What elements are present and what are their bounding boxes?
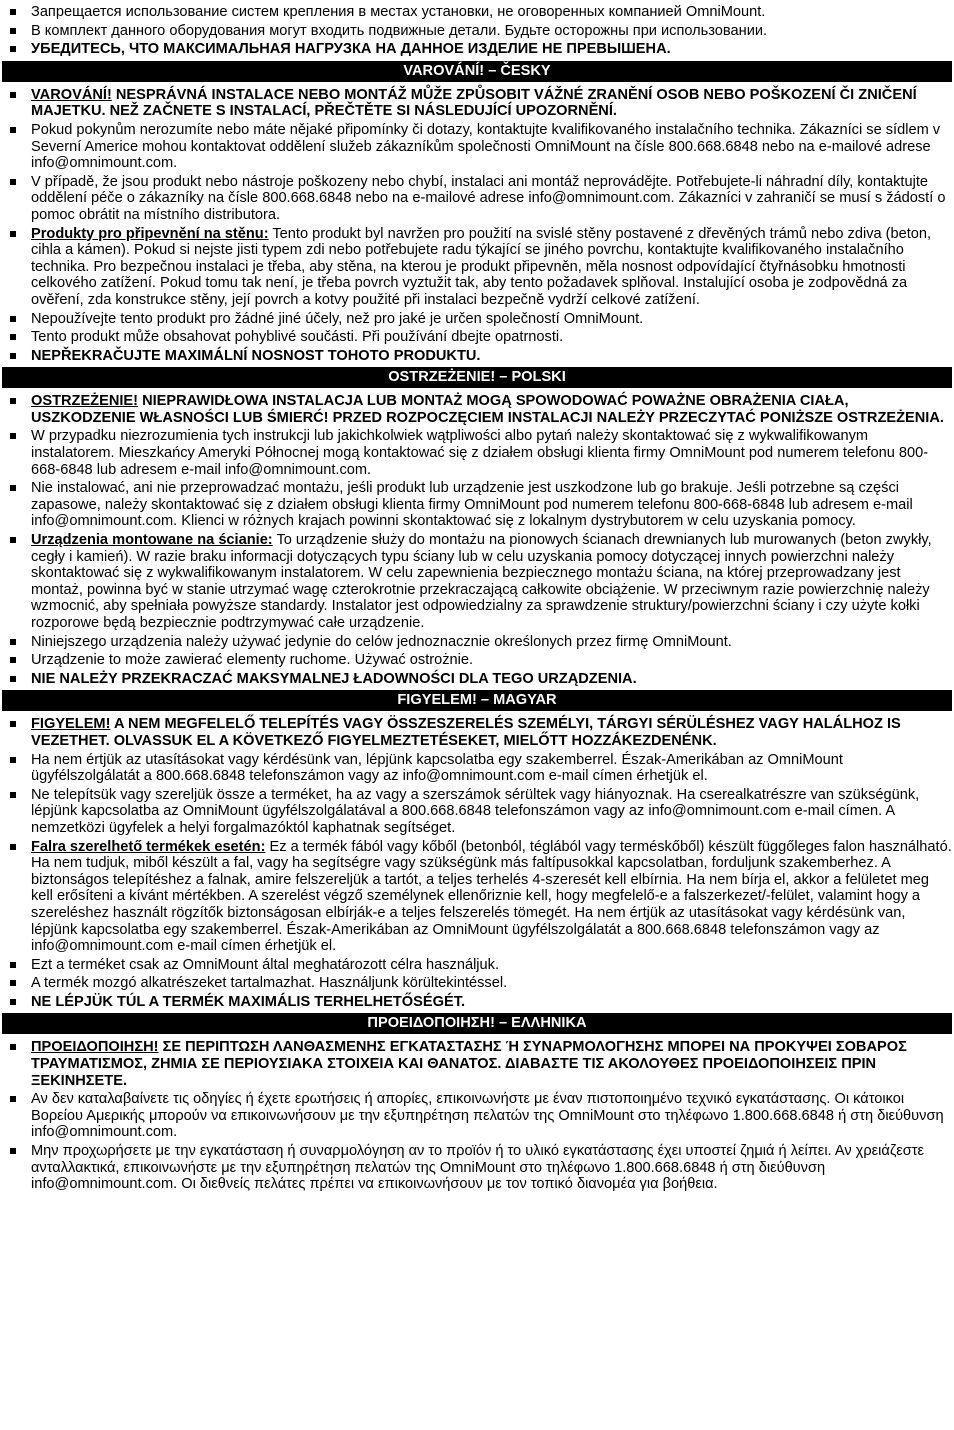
warning-label: FIGYELEM! [31, 716, 111, 733]
pl-warning-list [2, 393, 952, 687]
list-item: Nepoužívejte tento produkt pro žádné jiné účely, než pro jaké je určen společností OmniMount. [2, 311, 952, 328]
list-item: Ha nem értjük az utasításokat vagy kérdésünk van, lépjünk kapcsolatba egy szakemberrel. Észak-Amerikában az OmniMount ügyfélszolgálatát a 800.668.6848 telefonszámon vagy az info@omnimount.com e-mail címen érhetjük el. [2, 752, 952, 785]
hu-warning-list [2, 716, 952, 1010]
bullet-icon [10, 433, 16, 439]
bullet-icon [10, 334, 16, 340]
list-item: Запрещается использование систем крепления в местах установки, не оговоренных компанией OmniMount. [2, 4, 952, 21]
bullet-icon [10, 721, 16, 727]
list-item: Produkty pro připevnění na stěnu: Tento produkt byl navržen pro použití na svislé stěny postavené z dřevěných trámů nebo zdiva (beton, cihla a kámen). Pokud si nejste jisti typem zdi nebo potřebujete radu týkající se jiného povrchu, kontaktujte kvalifikovaného instalačního technika. Pro bezpečnou instalaci je třeba, aby stěna, na kterou je produkt připevněn, měla nosnost odpovídající čtyřnásobku hmotnosti celkového zatížení. Pokud tomu tak není, je třeba povrch vyztužit tak, aby tento požadavek splňoval. Instalující osoba je zodpovědná za ověření, zda konstrukce stěny, její povrch a kotvy použité při instalaci bezpečně vydrží celkové zatížení. [2, 226, 952, 309]
bullet-icon [10, 1148, 16, 1154]
list-item: Μην προχωρήσετε με την εγκατάσταση ή συναρμολόγηση αν το προϊόν ή το υλικό εγκατάστασης έχει υποστεί ζημιά ή λείπει. Αν χρειάζεστε ανταλλακτικά, επικοινωνήστε με την εξυπηρέτηση πελατών της OmniMount στο τηλέφωνο 1.800.668.6848 ή στη διεύθυνση info@omnimount.com. Οι διεθνείς πελάτες πρέπει να επικοινωνήσουν με τον τοπικό διανομέα για βοήθεια. [2, 1143, 952, 1193]
list-item: A termék mozgó alkatrészeket tartalmazhat. Használjunk körültekintéssel. [2, 975, 952, 992]
bullet-icon [10, 353, 16, 359]
list-item: Ezt a terméket csak az OmniMount által meghatározott célra használjuk. [2, 957, 952, 974]
el-warning-list [2, 1039, 952, 1192]
list-item: Urządzenia montowane na ścianie: To urządzenie służy do montażu na pionowych ścianach drewnianych lub murowanych (beton zwykły, cegły i kamień). W razie braku informacji dotyczących typu ściany lub w celu uzyskania pomocy dotyczącej innych powierzchni należy skontaktować się z wykwalifikowanym instalatorem. W celu zapewnienia bezpiecznego montażu ściana, na której przeprowadzany jest montaż, powinna być w stanie utrzymać wagę czterokrotnie przekraczającą całkowite obciążenie. W przeciwnym razie powierzchnię należy wzmocnić, aby spełniała powyższe standardy. Instalator jest odpowiedzialny za sprawdzenie struktury/powierzchni ściany i czy użyte kołki rozporowe będą bezpiecznie podtrzymywać całe urządzenie. [2, 532, 952, 632]
bullet-icon [10, 316, 16, 322]
list-item: NIE NALEŻY PRZEKRACZAĆ MAKSYMALNEJ ŁADOWNOŚCI DLA TEGO URZĄDZENIA. [2, 671, 952, 688]
list-item: ΠΡΟΕΙΔΟΠΟΙΗΣΗ! ΣΕ ΠΕΡΙΠΤΩΣΗ ΛΑΝΘΑΣΜΕΝΗΣ ΕΓΚΑΤΑΣΤΑΣΗΣ Ή ΣΥΝΑΡΜΟΛΟΓΗΣΗΣ ΜΠΟΡΕΙ ΝΑ ΠΡΟΚΥΨΕΙ ΣΟΒΑΡΟΣ ΤΡΑΥΜΑΤΙΣΜΟΣ, ΖΗΜΙΑ ΣΕ ΠΕΡΙΟΥΣΙΑΚΑ ΣΤΟΙΧΕΙΑ ΚΑΙ ΘΑΝΑΤΟΣ. ΔΙΑΒΑΣΤΕ ΤΙΣ ΑΚΟΛΟΥΘΕΣ ΠΡΟΕΙΔΟΠΟΙΗΣΕΙΣ ΠΡΙΝ ΞΕΚΙΝΗΣΕΤΕ. [2, 1039, 952, 1089]
bullet-icon [10, 28, 16, 34]
cs-warning-list [2, 87, 952, 365]
list-item: Nie instalować, ani nie przeprowadzać montażu, jeśli produkt lub urządzenie jest uszkodzone lub go brakuje. Jeśli potrzebne są części zapasowe, należy skontaktować się z działem obsługi klienta firmy OmniMount pod numerem telefonu 800-668-6848 lub adresem e-mail info@omnimount.com. Klienci w różnych krajach powinni skontaktować się z lokalnym dystrybutorem w celu uzyskania pomocy. [2, 480, 952, 530]
list-item: Αν δεν καταλαβαίνετε τις οδηγίες ή έχετε ερωτήσεις ή απορίες, επικοινωνήστε με έναν πιστοποιημένο τεχνικό εγκατάστασης. Οι κάτοικοι Βορείου Αμερικής μπορούν να επικοινωνήσουν με την εξυπηρέτηση πελατών της OmniMount στο τηλέφωνο 1.800.668.6848 ή στη διεύθυνση info@omnimount.com. [2, 1091, 952, 1141]
ru-warning-list [2, 4, 952, 58]
list-item: Falra szerelhető termékek esetén: Ez a termék fából vagy kőből (betonból, téglából vagy terméskőből) készült függőleges falon használható. Ha nem tudjuk, miből készült a fal, vagy ha segítségre vagy szükségünk más faltípusokkal kapcsolatban, forduljunk szakemberhez. A biztonságos telepítéshez a falnak, amire felszereljük a tartót, a teljes terhelés 4-szeresét kell elbírnia. Ha nem bírja el, akkor a felületet meg kell erősíteni a kívánt mértékben. A szerelést végző személynek ellenőriznie kell, hogy megfelelő-e a falszerkezet/-felület, valamint hogy a szereléshez használt rögzítők biztonságosan elbírják-e a teljes felszerelés tömegét. Ha nem értjük az utasításokat vagy kérdésünk van, lépjünk kapcsolatba egy szakemberrel. Észak-Amerikában az OmniMount ügyfélszolgálatát a 800.668.6848 telefonszámon vagy az info@omnimount.com e-mail címen érhetjük el. [2, 839, 952, 955]
bullet-icon [10, 398, 16, 404]
bullet-icon [10, 485, 16, 491]
warning-label: VAROVÁNÍ! [31, 86, 112, 103]
list-item: Tento produkt může obsahovat pohyblivé součásti. Při používání dbejte opatrnosti. [2, 329, 952, 346]
list-item: Pokud pokynům nerozumíte nebo máte nějaké připomínky či dotazy, kontaktujte kvalifikovaného instalačního technika. Zákazníci se sídlem v Severní Americe mohou kontaktovat oddělení služeb zákazníkům společnosti OmniMount na čísle 800.668.6848 nebo na e-mailové adrese info@omnimount.com. [2, 122, 952, 172]
wall-label: Falra szerelhető termékek esetén: [31, 838, 266, 855]
bullet-icon [10, 179, 16, 185]
list-item: NEPŘEKRAČUJTE MAXIMÁLNÍ NOSNOST TOHOTO PRODUKTU. [2, 348, 952, 365]
list-item: VAROVÁNÍ! NESPRÁVNÁ INSTALACE NEBO MONTÁŽ MŮŽE ZPŮSOBIT VÁŽNÉ ZRANĚNÍ OSOB NEBO POŠKOZENÍ ČI ZNIČENÍ MAJETKU. NEŽ ZAČNETE S INSTALACÍ, PŘEČTĚTE SI NÁSLEDUJÍCÍ UPOZORNĚNÍ. [2, 87, 952, 120]
bullet-icon [10, 962, 16, 968]
list-item: W przypadku niezrozumienia tych instrukcji lub jakichkolwiek wątpliwości albo pytań należy skontaktować się z wykwalifikowanym instalatorem. Mieszkańcy Ameryki Północnej mogą kontaktować się z działem obsługi klienta firmy OmniMount pod numerem telefonu 800-668-6848 lub adresem e-mail info@omnimount.com. [2, 428, 952, 478]
section-banner-hu: FIGYELEM! – MAGYAR [2, 690, 952, 711]
list-item: Urządzenie to może zawierać elementy ruchome. Używać ostrożnie. [2, 652, 952, 669]
bullet-icon [10, 999, 16, 1005]
bullet-icon [10, 92, 16, 98]
bullet-icon [10, 792, 16, 798]
list-item: FIGYELEM! A NEM MEGFELELŐ TELEPÍTÉS VAGY ÖSSZESZERELÉS SZEMÉLYI, TÁRGYI SÉRÜLÉSHEZ VAGY HALÁLHOZ IS VEZETHET. OLVASSUK EL A KÖVETKEZŐ FIGYELMEZTETÉSEKET, MIELŐTT HOZZÁKEZDENÉNK. [2, 716, 952, 749]
bullet-icon [10, 127, 16, 133]
wall-label: Urządzenia montowane na ścianie: [31, 532, 273, 549]
section-banner-cs: VAROVÁNÍ! – ČESKY [2, 61, 952, 82]
wall-label: Produkty pro připevnění na stěnu: [31, 225, 269, 242]
bullet-icon [10, 1044, 16, 1050]
bullet-icon [10, 639, 16, 645]
section-banner-el: ΠΡΟΕΙΔΟΠΟΙΗΣΗ! – ΕΛΛΗΝΙΚΑ [2, 1013, 952, 1034]
bullet-icon [10, 844, 16, 850]
bullet-icon [10, 980, 16, 986]
list-item: NE LÉPJÜK TÚL A TERMÉK MAXIMÁLIS TERHELHETŐSÉGÉT. [2, 994, 952, 1011]
bullet-icon [10, 1096, 16, 1102]
list-item: V případě, že jsou produkt nebo nástroje poškozeny nebo chybí, instalaci ani montáž neprovádějte. Potřebujete-li náhradní díly, kontaktujte oddělení péče o zákazníky na čísle 800.668.6848 nebo na e-mailové adrese info@omnimount.com. Zákazníci v zahraničí se musí s žádostí o pomoc obrátit na místního distributora. [2, 174, 952, 224]
bullet-icon [10, 757, 16, 763]
bullet-icon [10, 46, 16, 52]
list-item: В комплект данного оборудования могут входить подвижные детали. Будьте осторожны при использовании. [2, 23, 952, 40]
list-item: Ne telepítsük vagy szereljük össze a terméket, ha az vagy a szerszámok sérültek vagy hiányoznak. Ha cserealkatrészre van szükségünk, lépjünk kapcsolatba az OmniMount ügyfélszolgálatával a 800.668.6848 telefonszámon vagy az info@omnimount.com e-mail címen. A nemzetközi ügyfelek a helyi forgalmazóktól kaphatnak segítséget. [2, 787, 952, 837]
list-item: УБЕДИТЕСЬ, ЧТО МАКСИМАЛЬНАЯ НАГРУЗКА НА ДАННОЕ ИЗДЕЛИЕ НЕ ПРЕВЫШЕНА. [2, 41, 952, 58]
bullet-icon [10, 657, 16, 663]
bullet-icon [10, 537, 16, 543]
bullet-icon [10, 231, 16, 237]
section-banner-pl: OSTRZEŻENIE! – POLSKI [2, 367, 952, 388]
warning-label: OSTRZEŻENIE! [31, 393, 139, 410]
list-item: OSTRZEŻENIE! NIEPRAWIDŁOWA INSTALACJA LUB MONTAŻ MOGĄ SPOWODOWAĆ POWAŻNE OBRAŻENIA CIAŁA, USZKODZENIE WŁASNOŚCI LUB ŚMIERĆ! PRZED ROZPOCZĘCIEM INSTALACJI NALEŻY PRZECZYTAĆ PONIŻSZE OSTRZEŻENIA. [2, 393, 952, 426]
warning-label: ΠΡΟΕΙΔΟΠΟΙΗΣΗ! [31, 1039, 159, 1056]
list-item: Niniejszego urządzenia należy używać jedynie do celów jednoznacznie określonych przez firmę OmniMount. [2, 634, 952, 651]
bullet-icon [10, 9, 16, 15]
bullet-icon [10, 676, 16, 682]
